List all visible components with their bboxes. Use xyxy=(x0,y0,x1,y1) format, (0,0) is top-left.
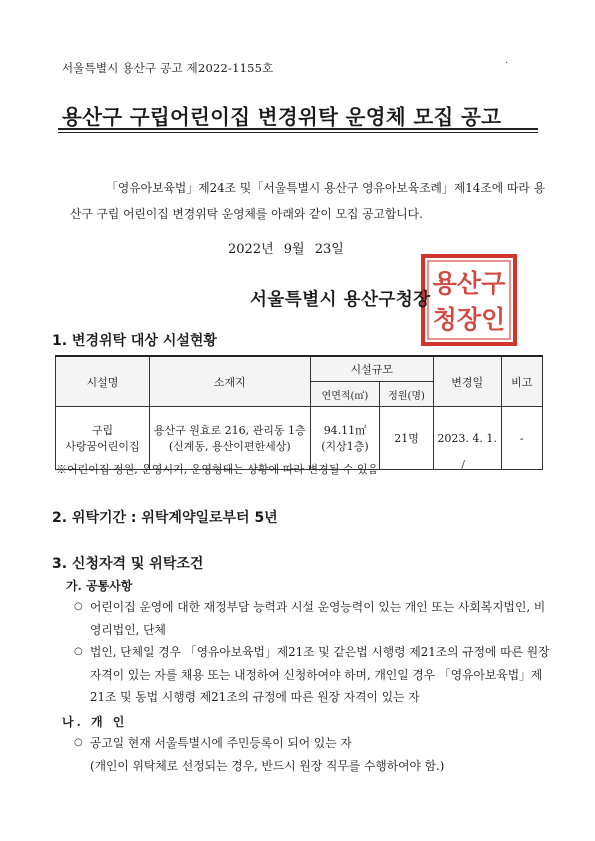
subsection-a-heading: 가. 공통사항 xyxy=(66,579,133,593)
list-item xyxy=(74,732,552,777)
col-facility-header: 시설명 xyxy=(56,356,150,407)
intro-paragraph: 「영유아보육법」제24조 및「서울특별시 용산구 영유아보육조례」제14조에 따라 용산구 구립 어린이집 변경위탁 운영체를 아래와 같이 모집 공고합니다. xyxy=(70,181,545,221)
list-item xyxy=(74,641,552,709)
col-scale-header: 시설규모 xyxy=(310,356,433,382)
bullet-marker: ○ xyxy=(74,646,83,657)
col-address-header: 소재지 xyxy=(149,356,310,407)
notice-number: 서울특별시 용산구 공고 제2022-1155호 xyxy=(62,61,274,75)
bullet-marker: ○ xyxy=(74,737,83,748)
stray-mark: / xyxy=(461,458,466,472)
title-rule-thick xyxy=(58,128,538,130)
address-line: 용산구 원효로 216, 관리동 1층 xyxy=(153,424,306,437)
address-detail: (신계동, 용산이편한세상) xyxy=(168,440,291,453)
list-item-note: (개인이 위탁체로 선정되는 경우, 반드시 원장 직무를 수행하여야 함.) xyxy=(90,758,445,773)
seal-text-line1: 용산구 xyxy=(432,269,506,298)
col-capacity-header: 정원(명) xyxy=(380,382,434,407)
list-item xyxy=(74,596,552,641)
area-value: 94.11㎡ xyxy=(323,424,367,437)
col-remarks-header: 비고 xyxy=(501,356,542,407)
section2-heading: 2. 위탁기간 : 위탁계약일로부터 5년 xyxy=(52,510,278,526)
cell-capacity: 21명 xyxy=(380,407,434,470)
area-floor: (지상1층) xyxy=(321,440,369,453)
document-title: 용산구 구립어린이집 변경위탁 운영체 모집 공고 xyxy=(62,105,502,129)
facility-type: 구립 xyxy=(91,424,114,437)
table-footnote: ※어린이집 정원, 운영시기, 운영형태는 상황에 따라 변경될 수 있음 xyxy=(56,463,379,476)
bullet-marker: ○ xyxy=(74,601,83,612)
notice-date: 2022년 9월 23일 xyxy=(228,242,344,257)
facility-table xyxy=(55,355,543,470)
seal-text-line2: 청장인 xyxy=(432,305,506,334)
section1-heading: 1. 변경위탁 대상 시설현황 xyxy=(52,333,217,349)
stray-mark: · xyxy=(505,58,509,69)
title-rule-thin xyxy=(58,132,538,133)
facility-name: 사랑꿈어린이집 xyxy=(65,440,140,453)
cell-remarks: - xyxy=(501,407,542,470)
list-item-text: 공고일 현재 서울특별시에 주민등록이 되어 있는 자 xyxy=(90,736,352,750)
section3-heading: 3. 신청자격 및 위탁조건 xyxy=(52,556,204,572)
col-area-header: 연면적(㎡) xyxy=(310,382,380,407)
list-item-text: 어린이집 운영에 대한 재정부담 능력과 시설 운영능력이 있는 개인 또는 사회복지법인, 비영리법인, 단체 xyxy=(90,600,546,637)
official-seal xyxy=(417,252,521,348)
subsection-b-heading: 나. 개 인 xyxy=(62,715,128,729)
cell-change-date: 2023. 4. 1. xyxy=(433,407,501,470)
list-item-text: 법인, 단체일 경우 「영유아보육법」제21조 및 같은법 시행령 제21조의 규정에 따른 원장 자격이 있는 자를 채용 또는 내정하여 신청하여야 하며, 개인일 경우 「영유아보육법」제21조 및 동법 시행령 제21조의 규정에 따른 원장 자격이 있는 자 xyxy=(90,645,550,704)
signer-name: 서울특별시 용산구청장 xyxy=(250,290,431,310)
col-change-date-header: 변경일 xyxy=(433,356,501,407)
